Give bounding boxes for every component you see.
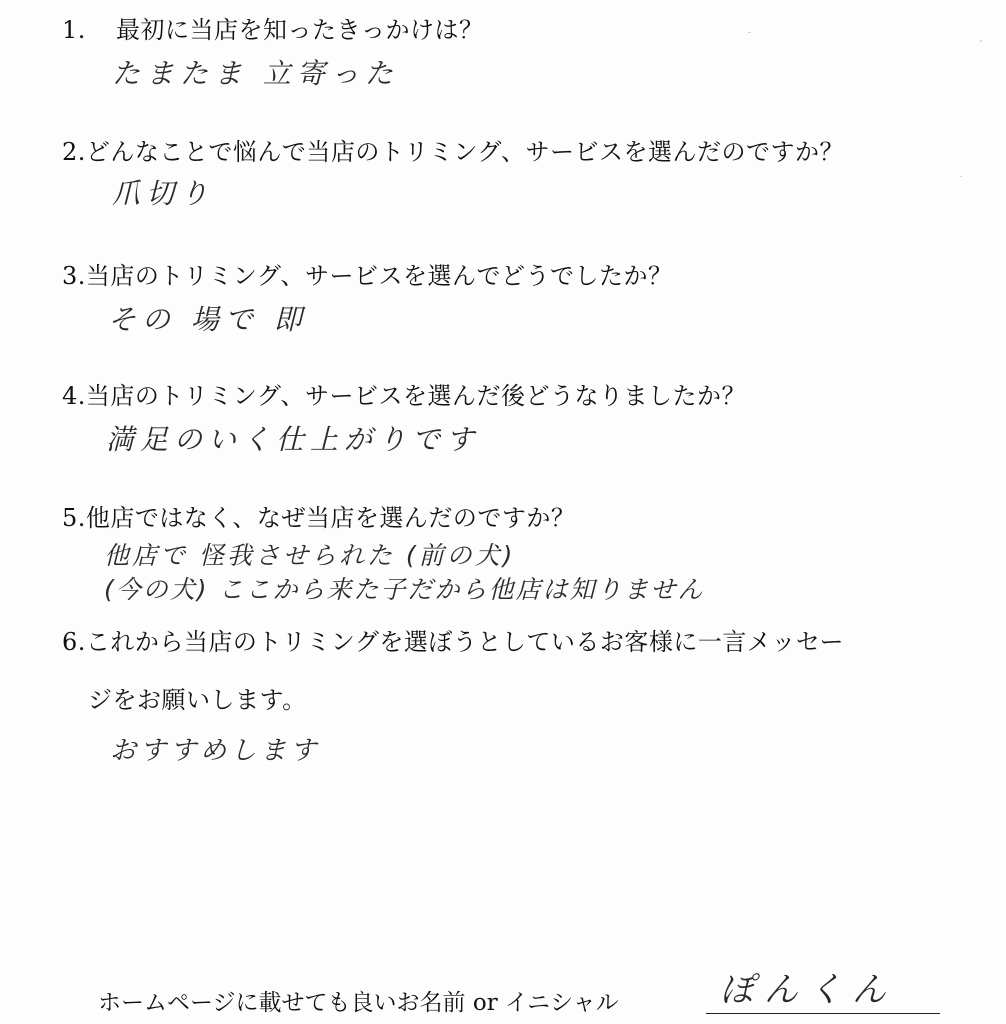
question-text: 他店ではなく、なぜ当店を選んだのですか？ xyxy=(85,504,576,532)
question-text: 当店のトリミング、サービスを選んでどうでしたか？ xyxy=(85,262,673,290)
question-text: 最初に当店を知ったきっかけは？ xyxy=(116,16,484,44)
question-text-line-2: ジをお願いします。 xyxy=(88,686,307,714)
question-5 xyxy=(62,498,575,533)
question-number: 6. xyxy=(62,628,86,656)
question-2 xyxy=(62,132,844,167)
question-1 xyxy=(62,10,484,45)
answer-4: 満足のいく仕上がりです xyxy=(106,423,481,456)
scan-speck xyxy=(960,176,962,177)
question-text: 当店のトリミング、サービスを選んだ後どうなりましたか？ xyxy=(85,382,746,410)
answer-5-line-1: 他店で 怪我させられた (前の犬) xyxy=(104,541,516,570)
question-6-continued xyxy=(88,680,307,715)
answer-5-line-2: (今の犬) ここから来た子だから他店は知りません xyxy=(104,575,705,604)
question-3 xyxy=(62,256,672,291)
question-number: 4. xyxy=(62,382,86,410)
question-4 xyxy=(62,376,746,411)
name-field-label: ホームページに載せても良いお名前 or イニシャル xyxy=(98,990,619,1016)
question-number: 3. xyxy=(62,262,86,290)
question-number: 1. xyxy=(62,16,86,44)
question-number: 2. xyxy=(62,138,86,166)
answer-6: おすすめします xyxy=(110,736,321,766)
question-text: どんなことで悩んで当店のトリミング、サービスを選んだのですか？ xyxy=(85,138,844,166)
answer-2: 爪切り xyxy=(112,177,215,210)
name-underline xyxy=(706,1013,940,1014)
question-text-line-1: これから当店のトリミングを選ぼうとしているお客様に一言メッセー xyxy=(85,628,844,656)
answer-3: その 場で 即 xyxy=(108,303,308,336)
answer-1: たまたま 立寄った xyxy=(112,57,399,90)
name-value: ぽんくん xyxy=(720,970,896,1010)
question-number: 5. xyxy=(62,504,86,532)
scan-speck xyxy=(980,40,982,42)
scan-speck xyxy=(748,32,751,33)
question-6 xyxy=(62,622,844,657)
